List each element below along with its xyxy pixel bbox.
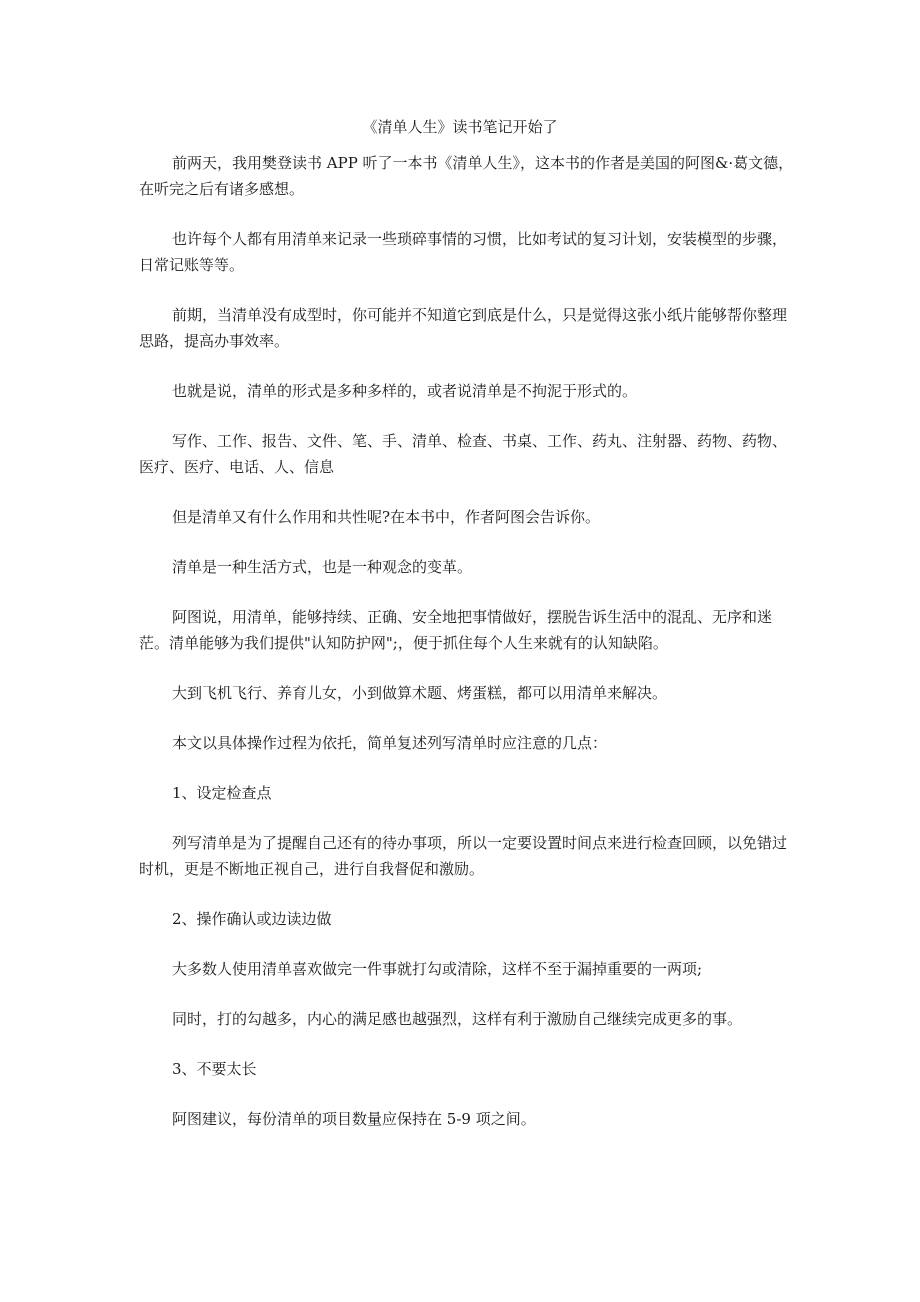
paragraph: 前两天，我用樊登读书 APP 听了一本书《清单人生》，这本书的作者是美国的阿图&·葛文德，在听完之后有诸多感想。 [139,154,794,198]
document-body [139,150,799,1156]
paragraph: 阿图建议，每份清单的项目数量应保持在 5-9 项之间。 [172,1110,536,1128]
paragraph: 同时，打的勾越多，内心的满足感也越强烈，这样有利于激励自己继续完成更多的事。 [172,1010,743,1028]
paragraph: 也就是说，清单的形式是多种多样的，或者说清单是不拘泥于形式的。 [172,382,638,400]
paragraph: 也许每个人都有用清单来记录一些琐碎事情的习惯，比如考试的复习计划，安装模型的步骤，日常记账等等。 [139,230,788,274]
paragraph: 大到飞机飞行、养育儿女，小到做算术题、烤蛋糕，都可以用清单来解决。 [172,684,668,702]
paragraph: 写作、工作、报告、文件、笔、手、清单、检查、书桌、工作、药丸、注射器、药物、药物、医疗、医疗、电话、人、信息 [139,432,788,476]
paragraph: 列写清单是为了提醒自己还有的待办事项，所以一定要设置时间点来进行检查回顾，以免错过时机，更是不断地正视自己，进行自我督促和激励。 [139,834,788,878]
paragraph: 大多数人使用清单喜欢做完一件事就打勾或清除，这样不至于漏掉重要的一两项; [172,960,703,978]
paragraph: 清单是一种生活方式，也是一种观念的变革。 [172,558,473,576]
section-heading: 1、设定检查点 [172,784,272,802]
paragraph: 但是清单又有什么作用和共性呢?在本书中，作者阿图会告诉你。 [172,508,601,526]
document-title: 《清单人生》读书笔记开始了 [362,118,558,136]
section-heading: 2、操作确认或边读边做 [172,910,332,928]
section-heading: 3、不要太长 [172,1060,257,1078]
paragraph: 阿图说，用清单，能够持续、正确、安全地把事情做好，摆脱告诉生活中的混乱、无序和迷茫。清单能够为我们提供"认知防护网";，便于抓住每个人生来就有的认知缺陷。 [139,608,773,652]
paragraph: 前期，当清单没有成型时，你可能并不知道它到底是什么，只是觉得这张小纸片能够帮你整理思路，提高办事效率。 [139,306,788,350]
paragraph: 本文以具体操作过程为依托，简单复述列写清单时应注意的几点： [172,734,608,752]
